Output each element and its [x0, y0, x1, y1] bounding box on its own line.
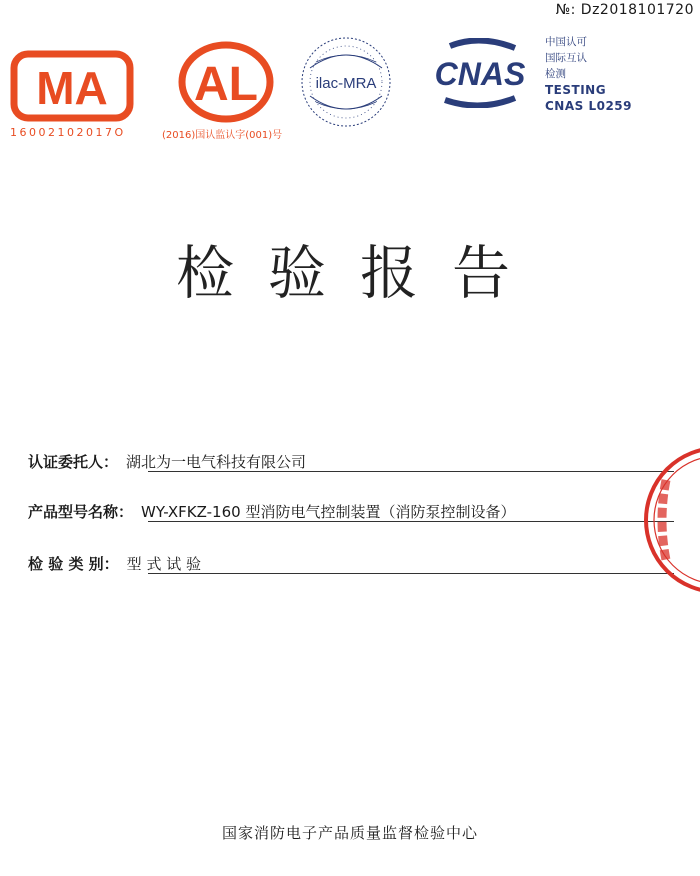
field-inspection-type-value: 型 式 试 验 [126, 555, 201, 573]
cnas-testing: TESTING [545, 83, 607, 97]
cnas-line-3: 检测 [545, 68, 566, 80]
field-product-label: 产品型号名称： [28, 503, 134, 521]
cal-approval: (2016)国认监认字(001)号 [162, 130, 283, 141]
issuing-organization: 国家消防电子产品质量监督检验中心 [221, 824, 478, 842]
field-client-label: 认证委托人： [28, 453, 119, 471]
cnas-accreditation-text [545, 34, 632, 114]
cnas-line-2: 国际互认 [545, 52, 587, 64]
svg-text:CNAS: CNAS [434, 56, 526, 92]
ilac-mra-icon [296, 32, 396, 132]
field-product [28, 496, 515, 522]
cnas-code: CNAS L0259 [545, 99, 633, 113]
report-title: 检验报告 [175, 239, 544, 307]
field-inspection-type [28, 548, 201, 574]
cal-icon [176, 40, 276, 124]
field-client-underline [148, 471, 674, 472]
cnas-line-1: 中国认可 [545, 36, 587, 48]
field-product-value: WY-XFKZ-160 型消防电气控制装置（消防泵控制设备） [141, 503, 516, 521]
red-seal-icon [640, 440, 700, 604]
cnas-icon [420, 38, 540, 108]
cma-icon [8, 48, 136, 124]
svg-text:ilac-MRA: ilac-MRA [315, 75, 377, 92]
cma-number: 16002102017O [10, 126, 126, 139]
field-inspection-type-underline [148, 573, 674, 574]
field-product-underline [148, 521, 674, 522]
field-inspection-type-label: 检 验 类 别： [28, 555, 119, 573]
field-client-value: 湖北为一电气科技有限公司 [126, 453, 307, 471]
svg-text:AL: AL [194, 58, 258, 111]
report-number: №: Dz2018101720 [555, 2, 694, 18]
field-client [28, 446, 306, 472]
svg-text:MA: MA [36, 62, 108, 114]
